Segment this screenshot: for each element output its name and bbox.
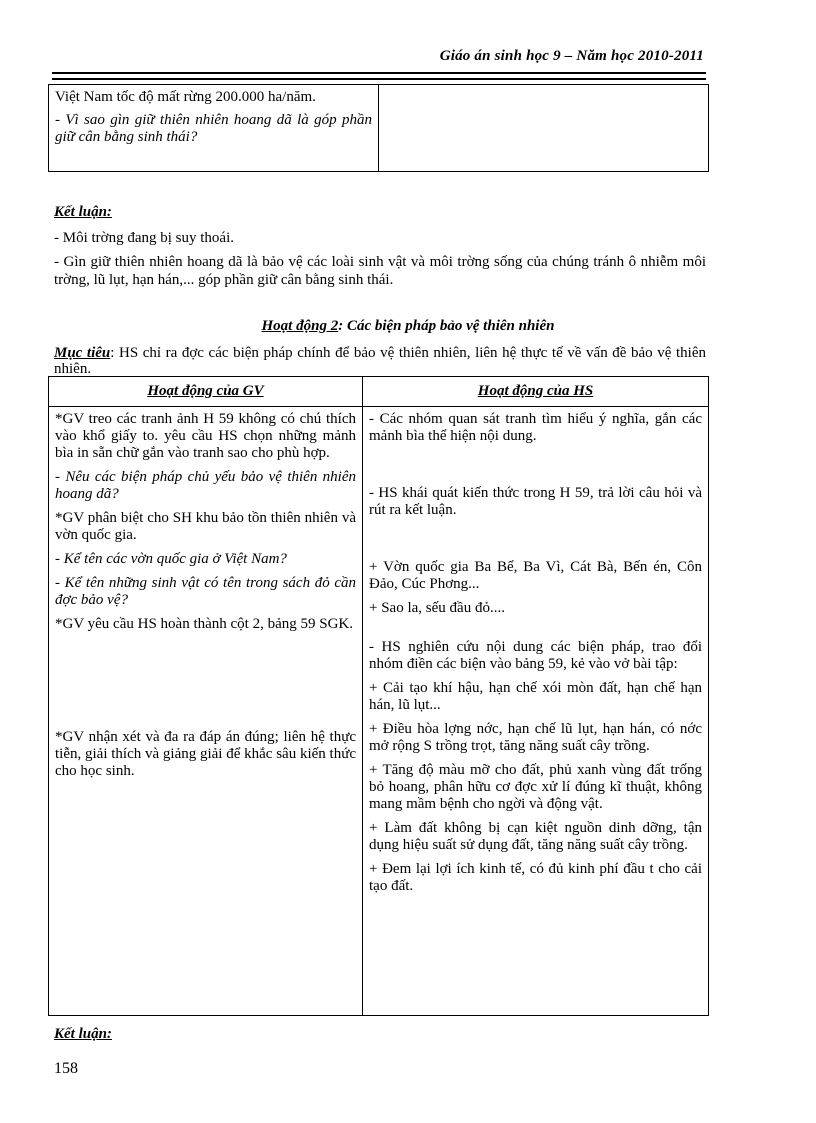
hs-item: - HS nghiên cứu nội dung các biện pháp, trao đổi nhóm điền các biện vào bảng 59, kẻ vào vở bài tập: <box>369 639 702 672</box>
document-header-title: Giáo án sinh học 9 – Năm học 2010-2011 <box>439 48 704 64</box>
hs-item: + Tăng độ màu mỡ cho đất, phủ xanh vùng đất trống bỏ hoang, phân hữu cơ đợc xử lí đúng kĩ thuật, không mang mầm bệnh cho ngời và động vật. <box>369 762 702 812</box>
gv-question: - Kể tên các vờn quốc gia ở Việt Nam? <box>55 551 287 567</box>
goal-label: Mục tiêu <box>54 345 111 361</box>
conclusion-label: Kết luận: <box>54 204 112 220</box>
hs-item: - Các nhóm quan sát tranh tìm hiểu ý nghĩa, gắn các mảnh bìa thể hiện nội dung. <box>369 411 702 444</box>
gv-step: *GV yêu cầu HS hoàn thành cột 2, bảng 59 SGK. <box>55 616 354 632</box>
hs-item: + Điều hòa lợng nớc, hạn chế lũ lụt, hạn hán, có nớc mở rộng S trồng trọt, tăng năng suất cây trồng. <box>369 721 702 754</box>
student-activity-cell <box>363 407 709 1016</box>
gv-step: *GV phân biệt cho SH khu bảo tồn thiên nhiên và vờn quốc gia. <box>55 510 356 543</box>
question-balance: - Vì sao gìn giữ thiên nhiên hoang dã là góp phần giữ cân bằng sinh thái? <box>55 112 372 145</box>
hs-item: + Làm đất không bị cạn kiệt nguồn dinh dỡng, tận dụng hiệu suất sử dụng đất, tăng năng suất cây trồng. <box>369 820 702 853</box>
header-student-activity: Hoạt động của HS <box>363 377 709 407</box>
hs-item: + Sao la, sếu đầu đỏ.... <box>369 600 505 616</box>
gv-step: *GV nhận xét và đa ra đáp án đúng; liên hệ thực tiễn, giải thích và giảng giải để khắc sâu kiến thức cho học sinh. <box>55 729 356 779</box>
gv-question: - Nêu các biện pháp chủ yếu bảo vệ thiên nhiên hoang dã? <box>55 469 356 502</box>
page-number: 158 <box>54 1060 78 1077</box>
hs-item: + Vờn quốc gia Ba Bể, Ba Vì, Cát Bà, Bến én, Côn Đảo, Cúc Phơng... <box>369 559 702 592</box>
hs-item: + Cải tạo khí hậu, hạn chế xói mòn đất, hạn chế hạn hán, lũ lụt... <box>369 680 702 713</box>
continuation-left-cell <box>49 85 379 172</box>
activity-2-title-rest: : Các biện pháp bảo vệ thiên nhiên <box>338 318 555 334</box>
activity-2-title <box>0 318 816 335</box>
deforestation-fact: Việt Nam tốc độ mất rừng 200.000 ha/năm. <box>55 89 316 105</box>
conclusion-2-label: Kết luận: <box>54 1026 112 1042</box>
conclusion-line-1: - Môi trờng đang bị suy thoái. <box>54 230 234 246</box>
teacher-activity-cell <box>49 407 363 1016</box>
continuation-table <box>48 84 709 172</box>
header-rule-top <box>52 72 706 74</box>
gv-step: *GV treo các tranh ảnh H 59 không có chú thích vào khổ giấy to. yêu cầu HS chọn những mảnh bìa in sẵn chữ gắn vào tranh sao cho phù hợp. <box>55 411 356 461</box>
hs-item: - HS khái quát kiến thức trong H 59, trả lời câu hỏi và rút ra kết luận. <box>369 485 702 518</box>
activity-2-goal <box>54 345 706 377</box>
activity-2-title-prefix: Hoạt động 2 <box>261 318 339 334</box>
goal-text: : HS chỉ ra đợc các biện pháp chính để bảo vệ thiên nhiên, liên hệ thực tế về vấn đề bảo vệ thiên nhiên. <box>54 345 706 377</box>
activity-table <box>48 376 709 1016</box>
header-rule-bottom <box>52 78 706 80</box>
header-teacher-activity: Hoạt động của GV <box>49 377 363 407</box>
gv-question: - Kể tên những sinh vật có tên trong sách đỏ cần đợc bảo vệ? <box>55 575 356 608</box>
hs-item: + Đem lại lợi ích kinh tế, có đủ kinh phí đầu t cho cải tạo đất. <box>369 861 702 894</box>
continuation-right-cell <box>379 85 709 172</box>
conclusion-line-2: - Gìn giữ thiên nhiên hoang dã là bảo vệ các loài sinh vật và môi trờng sống của chúng tránh ô nhiễm môi trờng, lũ lụt, hạn hán,... góp phần giữ cân bằng sinh thái. <box>54 254 706 288</box>
